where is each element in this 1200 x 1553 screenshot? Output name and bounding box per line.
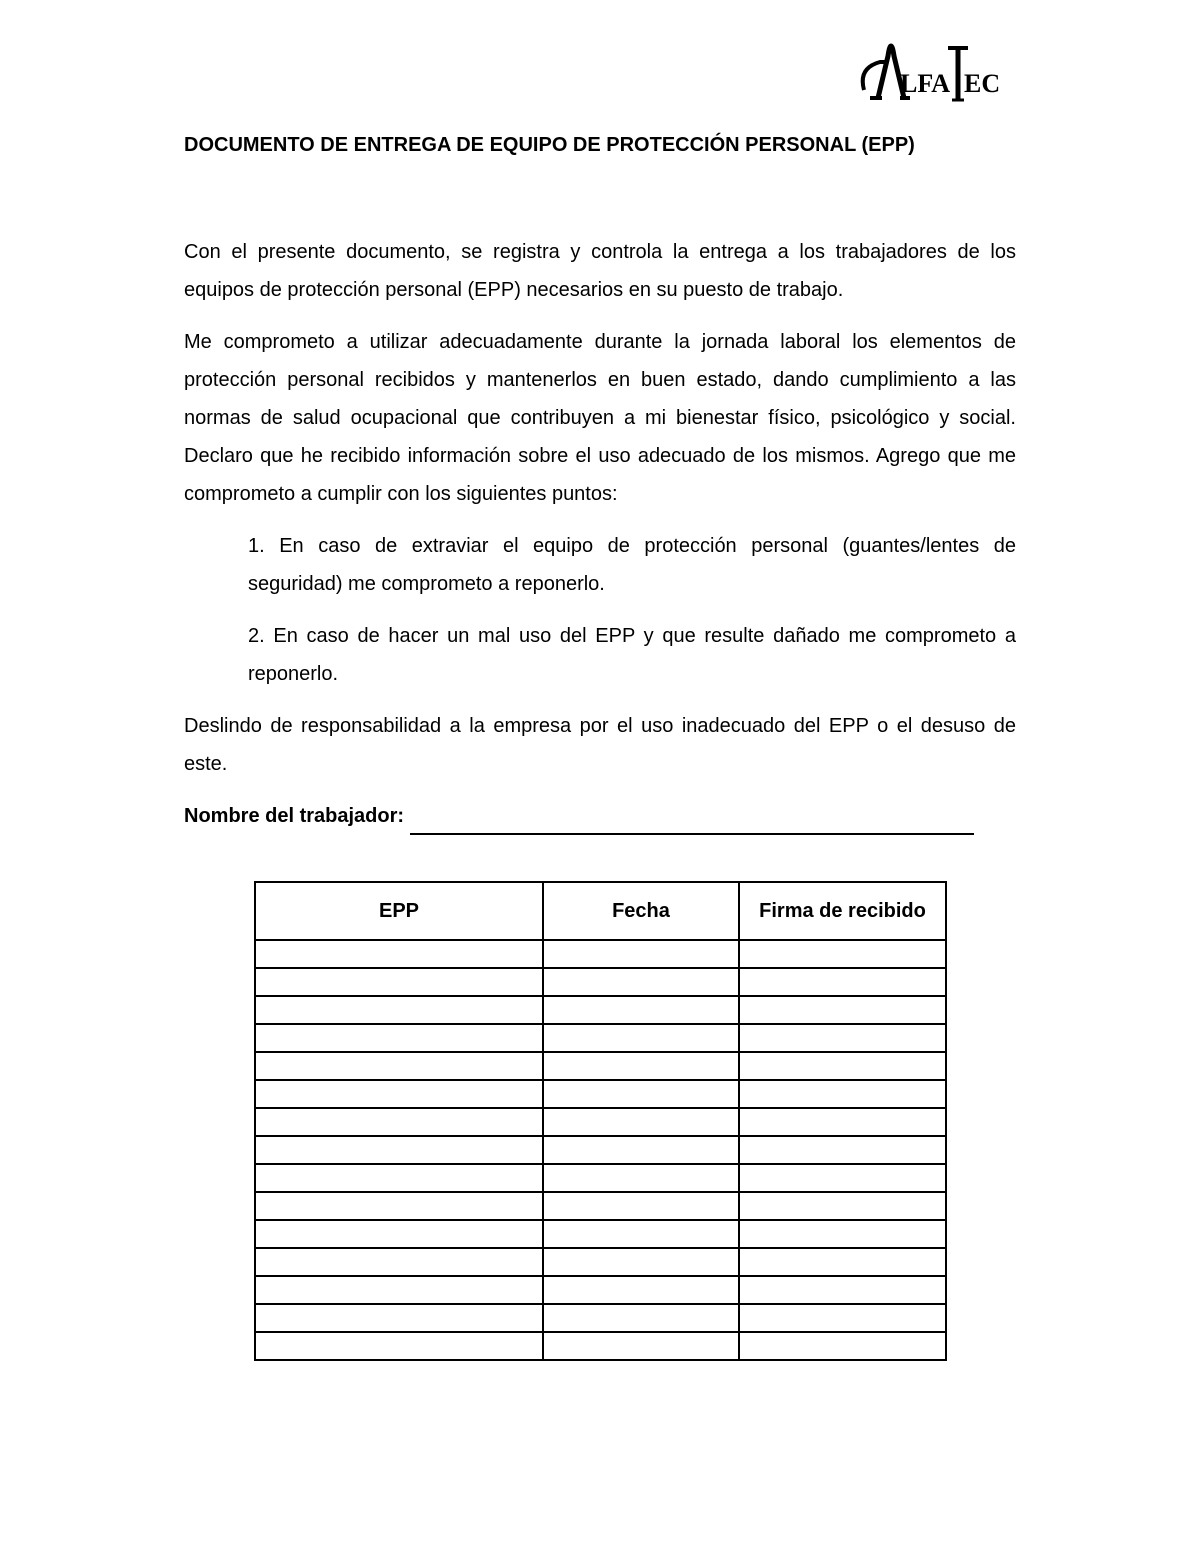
cell-fecha[interactable] — [543, 1248, 739, 1276]
cell-firma[interactable] — [739, 1052, 946, 1080]
cell-fecha[interactable] — [543, 1024, 739, 1052]
cell-firma[interactable] — [739, 968, 946, 996]
table-row — [255, 1080, 946, 1108]
cell-fecha[interactable] — [543, 1220, 739, 1248]
cell-epp[interactable] — [255, 1164, 543, 1192]
cell-fecha[interactable] — [543, 1136, 739, 1164]
cell-epp[interactable] — [255, 1108, 543, 1136]
svg-text:LFA: LFA — [900, 69, 951, 98]
table-row — [255, 1164, 946, 1192]
cell-epp[interactable] — [255, 1080, 543, 1108]
cell-firma[interactable] — [739, 940, 946, 968]
header-firma: Firma de recibido — [739, 882, 946, 940]
table-row — [255, 1220, 946, 1248]
cell-fecha[interactable] — [543, 1052, 739, 1080]
table-row — [255, 1276, 946, 1304]
cell-fecha[interactable] — [543, 1080, 739, 1108]
cell-firma[interactable] — [739, 1304, 946, 1332]
cell-epp[interactable] — [255, 1304, 543, 1332]
cell-fecha[interactable] — [543, 1108, 739, 1136]
worker-name-field[interactable] — [410, 803, 974, 835]
disclaimer-paragraph: Deslindo de responsabilidad a la empresa por el uso inadecuado del EPP o el desuso de este. — [184, 715, 1016, 775]
cell-epp[interactable] — [255, 1024, 543, 1052]
cell-epp[interactable] — [255, 996, 543, 1024]
table-body — [255, 940, 946, 1360]
table-row — [255, 1248, 946, 1276]
cell-firma[interactable] — [739, 996, 946, 1024]
cell-epp[interactable] — [255, 940, 543, 968]
cell-epp[interactable] — [255, 1248, 543, 1276]
cell-fecha[interactable] — [543, 1164, 739, 1192]
table-row — [255, 1052, 946, 1080]
list-item: 2. En caso de hacer un mal uso del EPP y que resulte dañado me comprometo a reponerlo. — [248, 625, 1016, 685]
cell-epp[interactable] — [255, 1276, 543, 1304]
cell-firma[interactable] — [739, 1164, 946, 1192]
cell-epp[interactable] — [255, 1220, 543, 1248]
document-body — [184, 233, 1016, 835]
cell-fecha[interactable] — [543, 1192, 739, 1220]
cell-firma[interactable] — [739, 1248, 946, 1276]
list-item: 1. En caso de extraviar el equipo de protección personal (guantes/lentes de seguridad) me comprometo a reponerlo. — [248, 535, 1016, 595]
cell-epp[interactable] — [255, 1332, 543, 1360]
cell-fecha[interactable] — [543, 968, 739, 996]
cell-fecha[interactable] — [543, 1304, 739, 1332]
table-row — [255, 1192, 946, 1220]
cell-epp[interactable] — [255, 1052, 543, 1080]
worker-name-label: Nombre del trabajador: — [184, 805, 405, 827]
table-row — [255, 1024, 946, 1052]
table-row — [255, 1304, 946, 1332]
cell-firma[interactable] — [739, 1332, 946, 1360]
epp-delivery-table — [254, 881, 947, 1361]
worker-name-line — [184, 797, 1016, 835]
commitment-list — [184, 527, 1016, 693]
table-row — [255, 1332, 946, 1360]
alfatec-logo — [856, 28, 1006, 106]
cell-fecha[interactable] — [543, 940, 739, 968]
header-fecha: Fecha — [543, 882, 739, 940]
table-header-row — [255, 882, 946, 940]
table-row — [255, 968, 946, 996]
document-title: DOCUMENTO DE ENTREGA DE EQUIPO DE PROTECCIÓN PERSONAL (EPP) — [184, 134, 915, 156]
intro-paragraph: Con el presente documento, se registra y controla la entrega a los trabajadores de los equipos de protección personal (EPP) necesarios en su puesto de trabajo. — [184, 241, 1016, 301]
cell-epp[interactable] — [255, 1136, 543, 1164]
cell-firma[interactable] — [739, 1108, 946, 1136]
cell-fecha[interactable] — [543, 996, 739, 1024]
cell-firma[interactable] — [739, 1136, 946, 1164]
commitment-paragraph: Me comprometo a utilizar adecuadamente durante la jornada laboral los elementos de protección personal recibidos y mantenerlos en buen estado, dando cumplimiento a las normas de salud ocupacional que contribuyen a mi bienestar físico, psicológico y social. Declaro que he recibido información sobre el uso adecuado de los mismos. Agrego que me comprometo a cumplir con los siguientes puntos: — [184, 331, 1016, 505]
cell-firma[interactable] — [739, 1024, 946, 1052]
table-row — [255, 940, 946, 968]
svg-text:EC: EC — [964, 69, 1001, 98]
cell-firma[interactable] — [739, 1080, 946, 1108]
cell-firma[interactable] — [739, 1276, 946, 1304]
table-row — [255, 1136, 946, 1164]
cell-fecha[interactable] — [543, 1332, 739, 1360]
table-row — [255, 996, 946, 1024]
header-epp: EPP — [255, 882, 543, 940]
cell-firma[interactable] — [739, 1220, 946, 1248]
table-row — [255, 1108, 946, 1136]
cell-fecha[interactable] — [543, 1276, 739, 1304]
cell-firma[interactable] — [739, 1192, 946, 1220]
cell-epp[interactable] — [255, 1192, 543, 1220]
cell-epp[interactable] — [255, 968, 543, 996]
